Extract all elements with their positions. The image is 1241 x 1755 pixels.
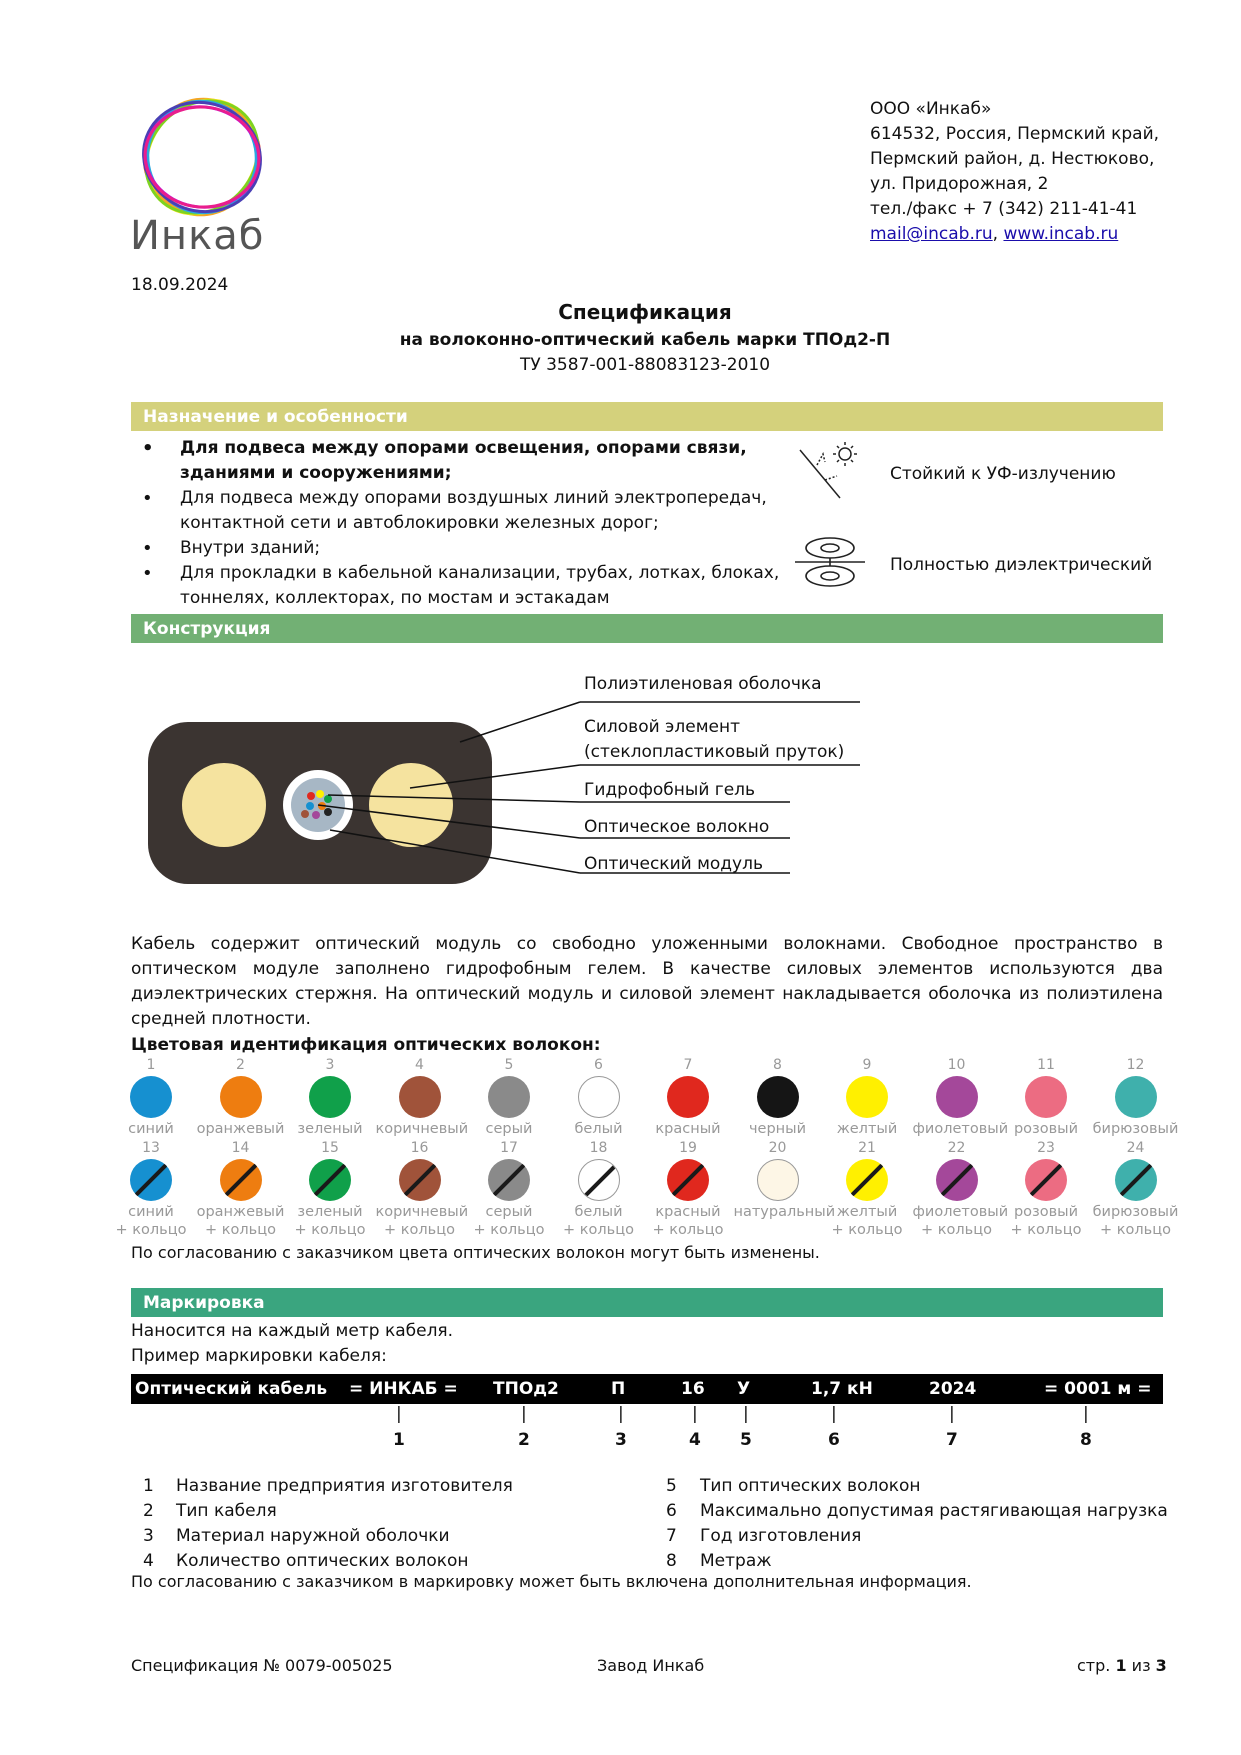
page-prefix: стр. [1077, 1656, 1116, 1675]
fiber-ring-suffix: + кольцо [1100, 1222, 1171, 1238]
fiber-ring-suffix: + кольцо [384, 1222, 455, 1238]
marking-cell: У [737, 1379, 751, 1399]
email-link[interactable]: mail@incab.ru [870, 224, 993, 244]
callout-strength-member-material: (стеклопластиковый пруток) [584, 742, 845, 762]
tick-number: 4 [689, 1430, 701, 1450]
fiber-color-name: красный [655, 1204, 721, 1220]
legend-text: Метраж [700, 1551, 772, 1571]
fiber-number: 15 [321, 1140, 339, 1156]
feature-dielectric-label: Полностью диэлектрический [890, 555, 1153, 575]
fiber-number: 7 [683, 1057, 693, 1073]
legend-text: Материал наружной оболочки [176, 1526, 450, 1546]
color-id-title: Цветовая идентификация оптических волокон: [131, 1035, 601, 1055]
fiber-color-ring-dot [936, 1159, 978, 1201]
fiber-number: 11 [1037, 1057, 1055, 1073]
page-title: Спецификация [558, 300, 732, 324]
footer-page-number [1077, 1656, 1167, 1675]
fiber-color-swatch [823, 1058, 911, 1138]
fiber-color-swatch [644, 1141, 732, 1239]
fiber-color-name: коричневый [375, 1204, 469, 1220]
fiber-color-dot [846, 1076, 888, 1118]
legend-text: Год изготовления [700, 1526, 862, 1546]
fiber-color-name: черный [748, 1121, 807, 1137]
callout-gel: Гидрофобный гель [584, 780, 756, 800]
fiber-color-ring-dot [846, 1159, 888, 1201]
fiber-number: 9 [862, 1057, 872, 1073]
fiber-number: 4 [415, 1057, 424, 1073]
fiber-ring-suffix: + кольцо [652, 1222, 724, 1238]
fiber-color-ring-dot [1025, 1159, 1067, 1201]
tick-mark: | [831, 1404, 837, 1424]
fiber-number: 12 [1126, 1057, 1145, 1073]
fiber-color-swatch [912, 1057, 1009, 1138]
marking-note: По согласованию с заказчиком в маркировку может быть включена дополнительная информация. [131, 1572, 972, 1591]
marking-cell: 16 [681, 1379, 705, 1399]
fiber-color-dot [1025, 1076, 1067, 1118]
tick-mark: | [743, 1404, 749, 1424]
cable-cross-section-diagram [140, 660, 900, 920]
fiber-number: 5 [504, 1057, 514, 1073]
fiber-number: 20 [768, 1140, 787, 1156]
fiber-color-swatch [734, 1058, 822, 1138]
list-item: • Для прокладки в кабельной канализации, трубах, лотках, блоках, тоннелях, коллекторах, по мостам и эстакадам [140, 561, 790, 611]
fiber-color-name: зеленый [297, 1121, 363, 1137]
fiber-number: 18 [589, 1140, 608, 1156]
marking-example-table [131, 1374, 1163, 1404]
legend-number: 7 [666, 1526, 677, 1546]
feature-uv-label: Стойкий к УФ-излучению [890, 464, 1116, 484]
fiber-number: 2 [236, 1057, 245, 1073]
marking-legend-right [666, 1474, 1168, 1574]
legend-number: 2 [143, 1501, 154, 1521]
fiber-color-swatch [555, 1141, 643, 1239]
fiber-color-name: синий [128, 1204, 174, 1220]
legend-number: 6 [666, 1501, 677, 1521]
fiber-color-swatch [375, 1140, 469, 1239]
fiber-color-dot [399, 1076, 441, 1118]
tick-number: 6 [828, 1430, 840, 1450]
fiber-color-dot [578, 1076, 620, 1118]
legend-text: Тип оптических волокон [700, 1476, 921, 1496]
callout-module: Оптический модуль [584, 854, 763, 874]
construction-description: Кабель содержит оптический модуль со свободно уложенными волокнами. Свободное пространство в оптическом модуле заполнено гидрофобным гелем. В качестве силовых элементов используются два диэлектрических стержня. На оптический модуль и силовой элемент накладывается оболочка из полиэтилена средней плотности. [131, 934, 1163, 1029]
standard-number: ТУ 3587-001-88083123-2010 [519, 355, 771, 375]
fiber-color-dot [309, 1076, 351, 1118]
fiber-color-ring-dot [220, 1159, 262, 1201]
fiber-color-swatch [1092, 1141, 1180, 1239]
section-header-construction: Конструкция [131, 614, 1163, 645]
fiber-color-name: зеленый [297, 1204, 363, 1220]
fiber-number: 13 [142, 1140, 160, 1156]
tick-mark: | [692, 1404, 698, 1424]
incab-logo-icon [135, 90, 270, 225]
separator: , [992, 224, 1004, 244]
uv-resistant-icon [795, 440, 865, 500]
marking-cell: П [611, 1379, 626, 1399]
fiber-number: 24 [1126, 1140, 1145, 1156]
fiber-color-dot [1115, 1076, 1157, 1118]
address-line: 614532, Россия, Пермский край, [870, 124, 1160, 144]
tick-number: 2 [518, 1430, 530, 1450]
fiber-color-name: фиолетовый [912, 1121, 1009, 1137]
fiber-color-swatch [375, 1057, 469, 1138]
fiber-number: 19 [679, 1140, 697, 1156]
fiber-color-swatch [197, 1141, 285, 1239]
fiber-color-ring-dot [1115, 1159, 1157, 1201]
fiber-color-dot [667, 1076, 709, 1118]
document-date: 18.09.2024 [131, 275, 229, 295]
legend-text: Тип кабеля [176, 1501, 277, 1521]
legend-number: 3 [143, 1526, 154, 1546]
fiber-color-name: бирюзовый [1092, 1121, 1179, 1137]
tick-mark: | [396, 1404, 402, 1424]
fiber-number: 3 [325, 1057, 335, 1073]
legend-number: 5 [666, 1476, 677, 1496]
dielectric-icon [795, 532, 865, 594]
legend-text: Название предприятия изготовителя [176, 1476, 513, 1496]
company-name: ООО «Инкаб» [870, 99, 992, 119]
fiber-color-name: желтый [836, 1204, 898, 1220]
tick-mark: | [1083, 1404, 1089, 1424]
fiber-color-swatch [912, 1140, 1009, 1239]
marking-line-1: Наносится на каждый метр кабеля. [131, 1321, 454, 1341]
fiber-color-dot [130, 1076, 172, 1118]
fiber-color-dot [220, 1076, 262, 1118]
legend-number: 4 [143, 1551, 154, 1571]
phone-fax: тел./факс + 7 (342) 211-41-41 [870, 199, 1138, 219]
fiber-number: 1 [146, 1057, 156, 1073]
fiber-ring-suffix: + кольцо [831, 1222, 903, 1238]
fiber-number: 16 [410, 1140, 429, 1156]
marking-cell: ТПОд2 [493, 1379, 559, 1399]
fiber-ring-suffix: + кольцо [921, 1222, 992, 1238]
list-item: • Внутри зданий; [140, 536, 790, 561]
fiber-number: 14 [231, 1140, 250, 1156]
fiber-ring-suffix: + кольцо [473, 1222, 545, 1238]
fiber-color-swatch [197, 1058, 285, 1138]
fiber-color-name: синий [128, 1121, 174, 1137]
fiber-color-name: розовый [1013, 1204, 1079, 1220]
marking-cell: = 0001 м = [1044, 1379, 1152, 1399]
fiber-color-dot [936, 1076, 978, 1118]
fiber-color-swatch [555, 1058, 643, 1138]
fiber-color-ring-dot [130, 1159, 172, 1201]
tick-mark: | [618, 1404, 624, 1424]
fiber-number: 22 [947, 1140, 966, 1156]
fiber-color-name: серый [485, 1204, 533, 1220]
page-subtitle: на волоконно-оптический кабель марки ТПОд2-П [399, 330, 891, 350]
fiber-color-name: серый [485, 1121, 533, 1137]
fiber-color-ring-dot [488, 1159, 530, 1201]
fiber-color-swatch [465, 1141, 553, 1239]
address-line: Пермский район, д. Нестюково, [870, 149, 1155, 169]
list-item: • Для подвеса между опорами освещения, опорами связи, зданиями и сооружениями; [140, 436, 790, 486]
fiber-color-swatch [644, 1058, 732, 1138]
legend-number: 8 [666, 1551, 677, 1571]
fiber-number: 8 [773, 1057, 782, 1073]
company-address [870, 97, 1159, 247]
fiber-ring-suffix: + кольцо [115, 1222, 187, 1238]
marking-legend-left [143, 1474, 513, 1574]
callout-strength-member: Силовой элемент [584, 717, 741, 737]
fiber-color-swatch [823, 1141, 911, 1239]
fiber-color-ring-dot [578, 1159, 620, 1201]
list-item: • Для подвеса между опорами воздушных линий электропередач, контактной сети и автоблокировки железных дорог; [140, 486, 790, 536]
fiber-color-swatch [286, 1141, 374, 1239]
website-link[interactable]: www.incab.ru [1003, 224, 1119, 244]
tick-number: 7 [946, 1430, 958, 1450]
fiber-color-swatch [107, 1141, 195, 1239]
page-current: 1 [1115, 1656, 1127, 1675]
fiber-color-name: белый [574, 1121, 623, 1137]
fiber-color-name: желтый [836, 1121, 898, 1137]
tick-number: 8 [1080, 1430, 1092, 1450]
fiber-ring-suffix: + кольцо [205, 1222, 276, 1238]
page-sep: из [1126, 1656, 1156, 1675]
fiber-number: 6 [594, 1057, 603, 1073]
fiber-color-name: натуральный [733, 1204, 836, 1220]
fiber-ring-suffix: + кольцо [294, 1222, 366, 1238]
section-header-purpose: Назначение и особенности [131, 402, 1163, 433]
fiber-color-name: розовый [1013, 1121, 1079, 1137]
fiber-number: 10 [947, 1057, 966, 1073]
fiber-color-swatch [1092, 1058, 1180, 1138]
fiber-color-swatch [107, 1058, 195, 1138]
callout-fiber: Оптическое волокно [584, 817, 770, 837]
tick-number: 1 [393, 1430, 405, 1450]
tick-mark: | [521, 1404, 527, 1424]
fiber-ring-suffix: + кольцо [1010, 1222, 1082, 1238]
footer-spec-number: Спецификация № 0079-005025 [131, 1656, 393, 1675]
legend-text: Количество оптических волокон [176, 1551, 469, 1571]
logo-text: Инкаб [130, 213, 265, 259]
fiber-color-dot [757, 1159, 799, 1201]
fiber-color-dot [488, 1076, 530, 1118]
fiber-number: 17 [500, 1140, 518, 1156]
fiber-number: 23 [1037, 1140, 1055, 1156]
fiber-color-swatch [733, 1140, 836, 1221]
page-total: 3 [1155, 1656, 1167, 1675]
section-header-marking: Маркировка [131, 1288, 1163, 1319]
footer-factory: Завод Инкаб [597, 1656, 705, 1675]
tick-mark: | [949, 1404, 955, 1424]
fiber-color-dot [757, 1076, 799, 1118]
fiber-color-name: бирюзовый [1092, 1204, 1179, 1220]
tick-number: 5 [740, 1430, 752, 1450]
address-line: ул. Придорожная, 2 [870, 174, 1049, 194]
fiber-ring-suffix: + кольцо [563, 1222, 634, 1238]
marking-cell: 2024 [929, 1379, 977, 1399]
fiber-color-swatch [286, 1058, 374, 1138]
fiber-color-swatch [1002, 1058, 1090, 1138]
marking-cell: = ИНКАБ = [349, 1379, 458, 1399]
fiber-color-ring-dot [667, 1159, 709, 1201]
fiber-number: 21 [858, 1140, 876, 1156]
purpose-list [140, 436, 790, 611]
legend-text: Максимально допустимая растягивающая нагрузка [700, 1501, 1168, 1521]
fiber-color-name: фиолетовый [912, 1204, 1009, 1220]
fiber-color-swatch [1002, 1141, 1090, 1239]
fiber-color-name: оранжевый [196, 1121, 285, 1137]
callout-sheath: Полиэтиленовая оболочка [584, 674, 822, 694]
fiber-color-ring-dot [399, 1159, 441, 1201]
fiber-color-name: оранжевый [196, 1204, 285, 1220]
tick-number: 3 [615, 1430, 627, 1450]
color-note: По согласованию с заказчиком цвета оптических волокон могут быть изменены. [131, 1243, 820, 1262]
marking-cell: 1,7 кН [811, 1379, 873, 1399]
fiber-color-name: красный [655, 1121, 721, 1137]
marking-cell: Оптический кабель [135, 1379, 328, 1399]
marking-line-2: Пример маркировки кабеля: [131, 1346, 387, 1366]
fiber-color-name: белый [574, 1204, 623, 1220]
fiber-color-swatch [465, 1058, 553, 1138]
fiber-color-ring-dot [309, 1159, 351, 1201]
fiber-color-name: коричневый [375, 1121, 469, 1137]
legend-number: 1 [143, 1476, 154, 1496]
